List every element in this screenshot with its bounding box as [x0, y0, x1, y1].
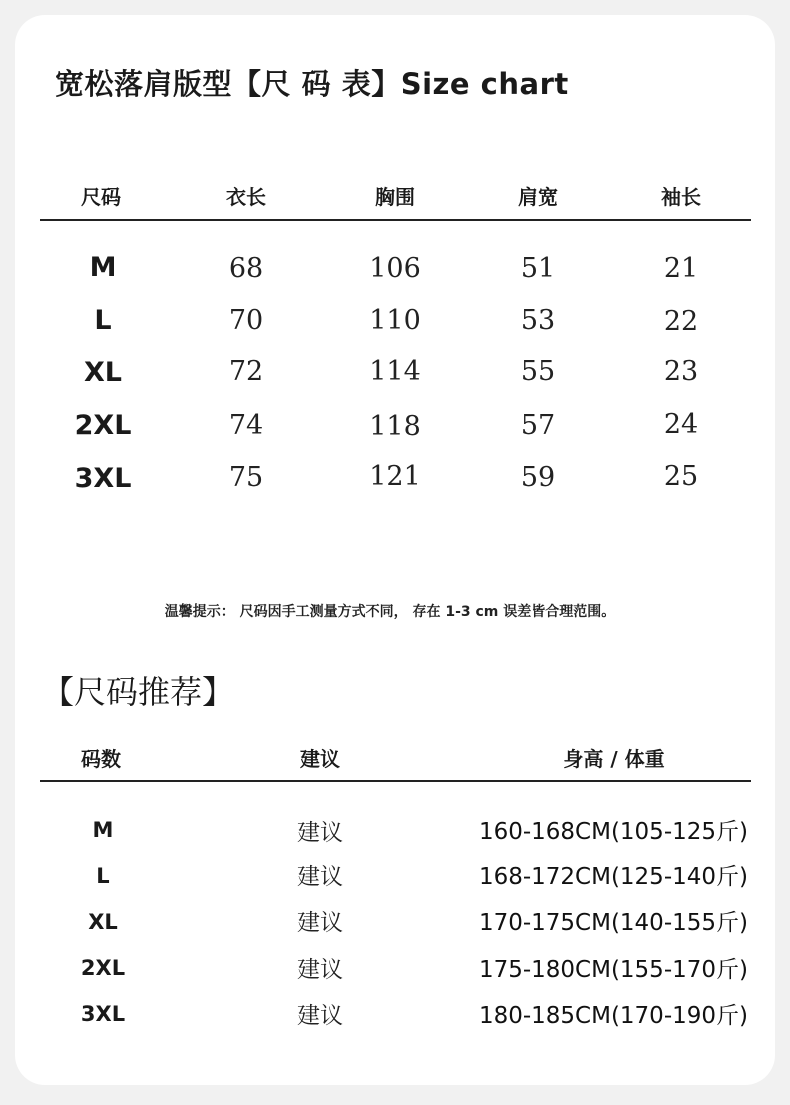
length-value: 74 [228, 410, 264, 441]
height-weight-range: 168-172CM(125-140斤) [478, 864, 748, 890]
chest-value: 121 [369, 461, 421, 492]
size-label: XL [83, 357, 123, 388]
height-weight-range: 160-168CM(105-125斤) [478, 819, 748, 845]
suggest-label: 建议 [297, 957, 343, 983]
sleeve-value: 21 [663, 253, 699, 284]
length-value: 68 [228, 253, 264, 284]
header-divider [40, 219, 751, 221]
size-label: L [96, 864, 110, 888]
size-label: 2XL [74, 410, 132, 441]
length-value: 72 [228, 356, 264, 387]
page-title: 宽松落肩版型【尺 码 表】Size chart [55, 67, 569, 101]
shoulder-value: 59 [520, 462, 556, 493]
col-header-chest: 胸围 [375, 185, 415, 209]
sleeve-value: 22 [663, 306, 699, 337]
suggest-label: 建议 [297, 1003, 343, 1029]
chest-value: 110 [369, 305, 421, 336]
size-label: 3XL [74, 463, 132, 494]
size-label: M [89, 252, 117, 283]
suggest-label: 建议 [297, 864, 343, 890]
chest-value: 118 [369, 411, 421, 442]
suggest-label: 建议 [297, 910, 343, 936]
chest-value: 106 [369, 253, 421, 284]
sleeve-value: 25 [663, 461, 699, 492]
shoulder-value: 53 [520, 305, 556, 336]
shoulder-value: 51 [520, 253, 556, 284]
recommend-title: 【尺码推荐】 [42, 673, 235, 711]
size-label: XL [88, 910, 118, 934]
col-header-size: 尺码 [81, 185, 121, 209]
chest-value: 114 [369, 356, 421, 387]
height-weight-range: 175-180CM(155-170斤) [478, 957, 748, 983]
length-value: 75 [228, 462, 264, 493]
measurement-note: 温馨提示： 尺码因手工测量方式不同， 存在 1-3 cm 误差皆合理范围。 [164, 604, 616, 620]
length-value: 70 [228, 305, 264, 336]
size-label: M [92, 818, 114, 842]
col-header-suggest: 建议 [300, 747, 340, 771]
size-label: L [94, 305, 112, 336]
size-label: 2XL [80, 956, 126, 980]
col-header-height-weight: 身高 / 体重 [563, 747, 665, 771]
col-header-size: 码数 [81, 747, 121, 771]
size-label: 3XL [80, 1002, 126, 1026]
sleeve-value: 24 [663, 409, 699, 440]
height-weight-range: 180-185CM(170-190斤) [478, 1003, 748, 1029]
shoulder-value: 57 [520, 410, 556, 441]
col-header-length: 衣长 [226, 185, 266, 209]
sleeve-value: 23 [663, 356, 699, 387]
shoulder-value: 55 [520, 356, 556, 387]
col-header-shoulder: 肩宽 [518, 185, 558, 209]
height-weight-range: 170-175CM(140-155斤) [478, 910, 748, 936]
col-header-sleeve: 袖长 [661, 185, 701, 209]
suggest-label: 建议 [297, 820, 343, 846]
header-divider [40, 780, 751, 782]
